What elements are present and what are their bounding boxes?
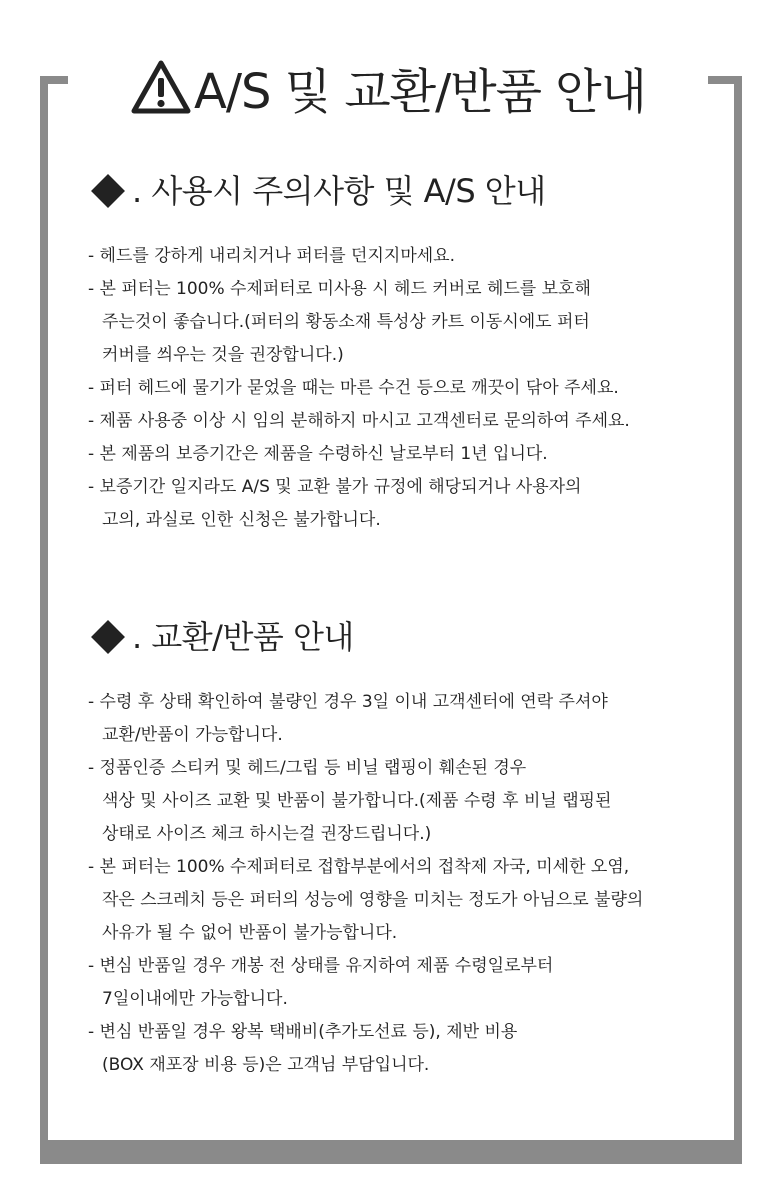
list-item: - 헤드를 강하게 내리치거나 퍼터를 던지지마세요. — [88, 246, 455, 266]
list-item: 커버를 씌우는 것을 권장합니다.) — [102, 345, 344, 365]
list-item: - 퍼터 헤드에 물기가 묻었을 때는 마른 수건 등으로 깨끗이 닦아 주세요. — [88, 378, 619, 398]
diamond-bullet-icon — [91, 174, 125, 208]
section-heading-usage — [92, 166, 546, 212]
list-item: 주는것이 좋습니다.(퍼터의 황동소재 특성상 카트 이동시에도 퍼터 — [102, 312, 590, 332]
list-item: - 본 퍼터는 100% 수제퍼터로 미사용 시 헤드 커버로 헤드를 보호해 — [88, 279, 591, 299]
exchange-notice-list — [88, 686, 728, 1082]
list-item: - 본 제품의 보증기간은 제품을 수령하신 날로부터 1년 입니다. — [88, 444, 548, 464]
list-item: - 보증기간 일지라도 A/S 및 교환 불가 규정에 해당되거나 사용자의 — [88, 477, 582, 497]
list-item: - 정품인증 스티커 및 헤드/그립 등 비닐 랩핑이 훼손된 경우 — [88, 758, 527, 778]
list-item: 고의, 과실로 인한 신청은 불가합니다. — [102, 510, 381, 530]
usage-notice-list — [88, 240, 728, 537]
list-item: - 수령 후 상태 확인하여 불량인 경우 3일 이내 고객센터에 연락 주셔야 — [88, 692, 608, 712]
diamond-bullet-icon — [91, 620, 125, 654]
list-item: 사유가 될 수 없어 반품이 불가능합니다. — [102, 923, 398, 943]
warning-triangle-icon — [130, 58, 192, 116]
list-item: (BOX 재포장 비용 등)은 고객님 부담입니다. — [102, 1055, 430, 1075]
list-item: - 본 퍼터는 100% 수제퍼터로 접합부분에서의 접착제 자국, 미세한 오염, — [88, 857, 630, 877]
list-item: 작은 스크레치 등은 퍼터의 성능에 영향을 미치는 정도가 아님으로 불량의 — [102, 890, 644, 910]
list-item: - 제품 사용중 이상 시 임의 분해하지 마시고 고객센터로 문의하여 주세요. — [88, 411, 630, 431]
list-item: - 변심 반품일 경우 개봉 전 상태를 유지하여 제품 수령일로부터 — [88, 956, 554, 976]
list-item: 7일이내에만 가능합니다. — [102, 989, 288, 1009]
list-item: - 변심 반품일 경우 왕복 택배비(추가도선료 등), 제반 비용 — [88, 1022, 518, 1042]
list-item: 상태로 사이즈 체크 하시는걸 권장드립니다.) — [102, 824, 432, 844]
list-item: 교환/반품이 가능합니다. — [102, 725, 283, 745]
section-heading-text: . 사용시 주의사항 및 A/S 안내 — [132, 172, 546, 210]
page-title: A/S 및 교환/반품 안내 — [194, 63, 646, 120]
section-heading-text: . 교환/반품 안내 — [132, 618, 354, 656]
page-title-bar — [68, 42, 708, 132]
section-heading-exchange — [92, 612, 354, 658]
list-item: 색상 및 사이즈 교환 및 반품이 불가합니다.(제품 수령 후 비닐 랩핑된 — [102, 791, 612, 811]
